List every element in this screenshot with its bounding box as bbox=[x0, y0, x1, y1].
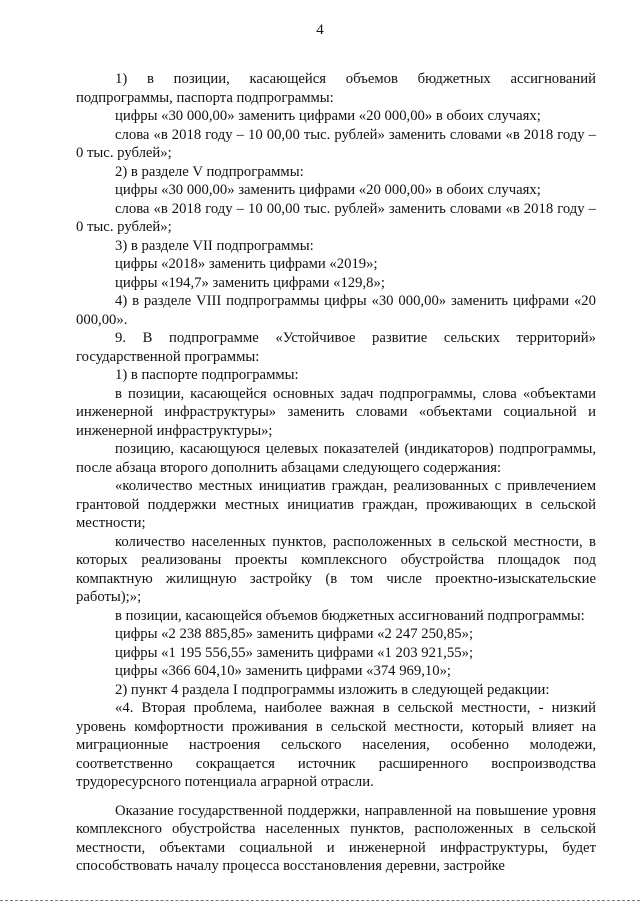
paragraph: цифры «194,7» заменить цифрами «129,8»; bbox=[115, 274, 385, 291]
paragraph: цифры «30 000,00» заменить цифрами «20 000,00» в обоих случаях; bbox=[115, 182, 541, 198]
paragraph: в позиции, касающейся основных задач подпрограммы, слова «объектами инженерной инфраструктуры» заменить словами «объектами социальной и инженерной инфраструктуры»; bbox=[76, 385, 596, 439]
paragraph: 2) в разделе V подпрограммы: bbox=[115, 163, 304, 180]
paragraph: 4) в разделе VIII подпрограммы цифры «30 000,00» заменить цифрами «20 000,00». bbox=[76, 293, 596, 328]
paragraph: 3) в разделе VII подпрограммы: bbox=[115, 237, 314, 254]
page-bottom-divider bbox=[0, 900, 640, 902]
paragraph: «количество местных инициатив граждан, реализованных с привлечением грантовой поддержки местных инициатив граждан, проживающих в сельской местности; bbox=[76, 478, 596, 531]
paragraph: цифры «366 604,10» заменить цифрами «374 969,10»; bbox=[115, 663, 452, 679]
paragraph: количество населенных пунктов, расположенных в сельской местности, в которых реализованы проекты комплексного обустройства площадок под компактную жилищную застройку (в том числе проектно-изыскательские работы);»; bbox=[76, 533, 596, 605]
paragraph: «4. Вторая проблема, наиболее важная в сельской местности, - низкий уровень комфортности проживания в сельской местности, который влияет на миграционные настроения сельского населения, особенно молодежи, соответственно сокращается источник расширенного воспроизводства трудоресурсного потенциала аграрной отрасли. bbox=[76, 700, 596, 790]
document-body bbox=[76, 70, 596, 876]
paragraph: цифры «30 000,00» заменить цифрами «20 000,00» в обоих случаях; bbox=[115, 108, 541, 124]
paragraph: 2) пункт 4 раздела I подпрограммы изложить в следующей редакции: bbox=[115, 681, 550, 698]
paragraph: 1) в паспорте подпрограммы: bbox=[115, 367, 299, 383]
paragraph: цифры «1 195 556,55» заменить цифрами «1 203 921,55»; bbox=[115, 644, 474, 661]
paragraph: цифры «2 238 885,85» заменить цифрами «2 247 250,85»; bbox=[115, 626, 474, 642]
paragraph: позицию, касающуюся целевых показателей (индикаторов) подпрограммы, после абзаца второго дополнить абзацами следующего содержания: bbox=[76, 441, 596, 476]
paragraph: в позиции, касающейся объемов бюджетных ассигнований подпрограммы: bbox=[115, 607, 585, 624]
paragraph: слова «в 2018 году – 10 00,00 тыс. рублей» заменить словами «в 2018 году – 0 тыс. рублей»; bbox=[76, 126, 596, 161]
paragraph: цифры «2018» заменить цифрами «2019»; bbox=[115, 256, 378, 272]
paragraph: 9. В подпрограмме «Устойчивое развитие сельских территорий» государственной программы: bbox=[76, 330, 596, 365]
paragraph: 1) в позиции, касающейся объемов бюджетных ассигнований подпрограммы, паспорта подпрограммы: bbox=[76, 71, 596, 106]
paragraph: Оказание государственной поддержки, направленной на повышение уровня комплексного обустройства населенных пунктов, расположенных в сельской местности, объектами социальной и инженерной инфраструктуры, будет способствовать началу процесса восстановления деревни, застройке bbox=[76, 802, 596, 874]
paragraph: слова «в 2018 году – 10 00,00 тыс. рублей» заменить словами «в 2018 году – 0 тыс. рублей»; bbox=[76, 200, 596, 235]
page-number: 4 bbox=[316, 22, 324, 38]
